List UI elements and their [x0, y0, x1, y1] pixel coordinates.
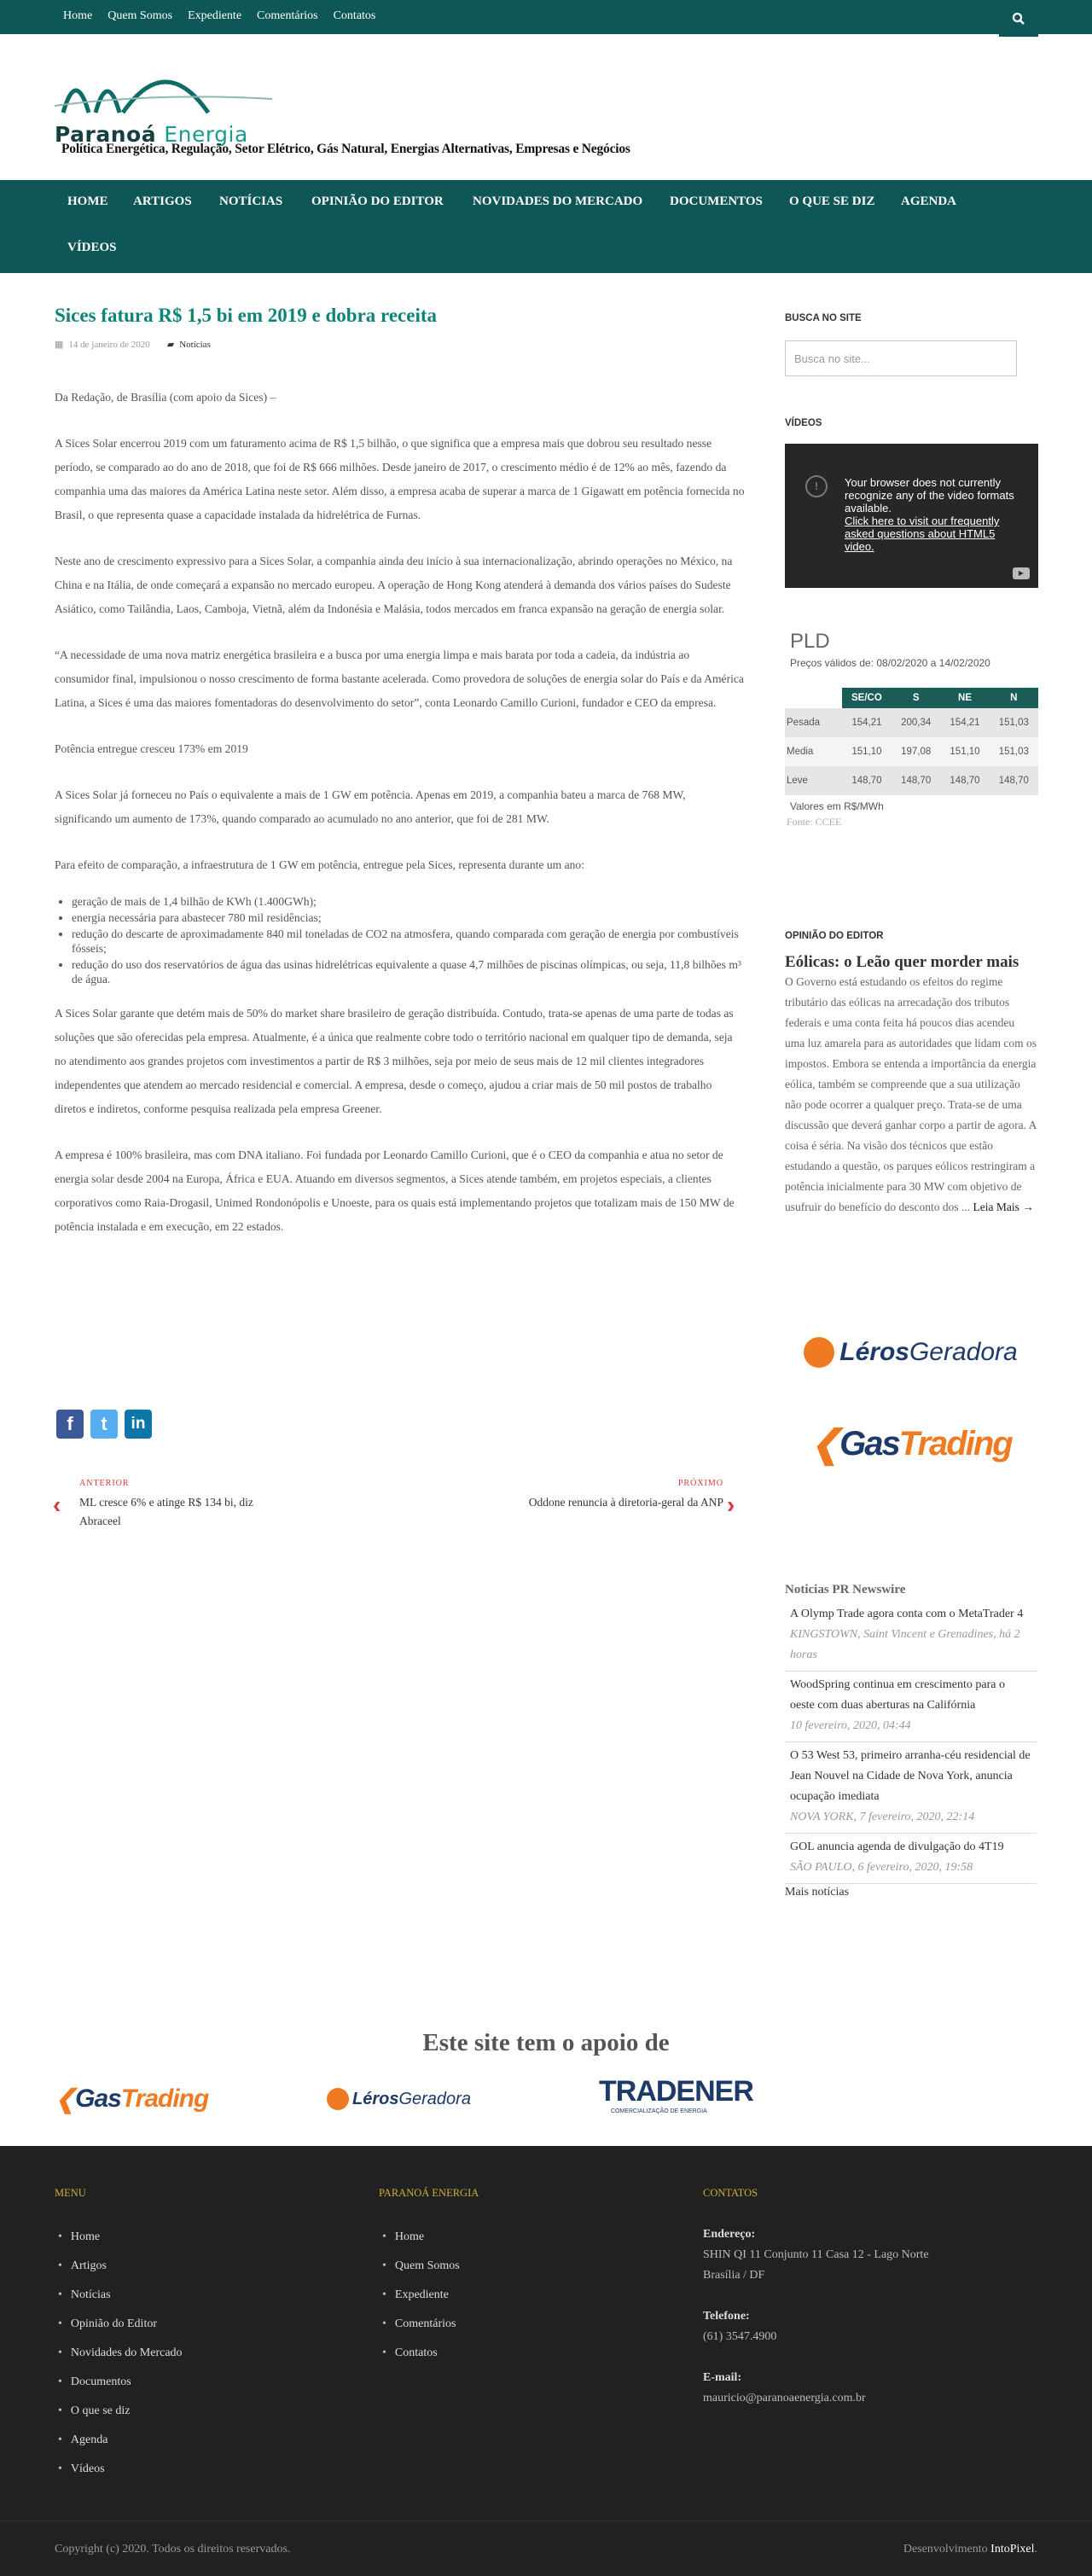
- developer-credit: [903, 2543, 1037, 2556]
- article-meta: [55, 338, 746, 352]
- sponsor-text: Trading: [120, 2085, 209, 2113]
- pld-validity: Preços válidos de: 08/02/2020 a 14/02/2020: [790, 657, 990, 669]
- leros-logo-icon: [804, 1337, 834, 1368]
- site-logo[interactable]: [55, 68, 276, 147]
- folder-icon: ▰: [166, 340, 175, 350]
- pld-cell: 197,08: [892, 737, 940, 766]
- news-title: O 53 West 53, primeiro arranha-céu residencial de Jean Nouvel na Cidade de Nova York, anuncia ocupação imediata: [790, 1749, 1031, 1803]
- next-title: Oddone renuncia à diretoria-geral da ANP: [528, 1496, 723, 1509]
- article-title: Sices fatura R$ 1,5 bi em 2019 e dobra receita: [55, 305, 437, 326]
- pld-cell: 148,70: [892, 766, 940, 795]
- footer-link[interactable]: • Notícias: [58, 2281, 183, 2310]
- footer-menu-list: [58, 2223, 183, 2484]
- top-link-comentarios[interactable]: Comentários: [257, 9, 318, 22]
- pld-cell: 154,21: [842, 708, 892, 737]
- bullet-item: • redução do uso dos reservatórios de água das usinas hidrelétricas equivalente a quase 4,7 milhões de piscinas olímpicas, ou seja, 11,8 bilhões m³ de água.: [72, 957, 746, 986]
- pld-row: [785, 766, 1038, 795]
- ad-text: Gas: [839, 1425, 899, 1462]
- pld-widget: [785, 630, 1037, 829]
- pld-cell: 151,03: [990, 737, 1038, 766]
- nav-agenda[interactable]: AGENDA: [901, 195, 957, 208]
- footer-link[interactable]: • Expediente: [382, 2281, 460, 2310]
- logo-arches-icon: [55, 68, 276, 116]
- news-date: 10 fevereiro, 2020, 04:44: [790, 1719, 911, 1732]
- top-link-quem-somos[interactable]: Quem Somos: [107, 9, 173, 22]
- calendar-icon: ▦: [55, 340, 64, 350]
- nav-o-que-se-diz[interactable]: O QUE SE DIZ: [789, 195, 875, 208]
- address-label: Endereço:: [703, 2228, 756, 2241]
- sponsor-leros[interactable]: [327, 2065, 497, 2133]
- article-paragraph: A Sices Solar já forneceu no País o equivalente a mais de 1 GW em potência. Apenas em 2019, a companhia bateu a marca de 768 MW, significando um aumento de 173%, quando comparado ao acumulado no ano anterior, que foi de 281 MW.: [55, 788, 686, 825]
- search-heading: BUSCA NO SITE: [785, 313, 862, 323]
- video-message: Your browser does not currently recognize any of the video formats available.: [845, 476, 1014, 515]
- news-title: WoodSpring continua em crescimento para o oeste com duas aberturas na Califórnia: [790, 1678, 1005, 1712]
- footer-link[interactable]: • Home: [382, 2223, 460, 2252]
- pld-cell: 148,70: [842, 766, 892, 795]
- top-link-home[interactable]: Home: [63, 9, 93, 22]
- pld-col: S: [892, 688, 940, 708]
- sidebar-search: [785, 313, 1037, 376]
- chevron-right-icon[interactable]: ›: [727, 1492, 735, 1518]
- article-paragraph: A Sices Solar garante que detém mais de 50% do market share brasileiro de geração distribuída. Contudo, trata-se apenas de uma parte de todas as soluções que são oferecidas pela empresa. Atualmente, é a única que realmente cobre todo o território nacional em qualquer tipo de demanda, seja no atendimento aos grandes projetos com investimentos a partir de R$ 3 milhões, seja por meio de seus mais de 12 mil clientes integradores independentes que atendem ao mercado residencial e comercial. A empresa, desde o começo, ajudou a criar mais de 50 mil postos de trabalho diretos e indiretos, conforme pesquisa realizada pela empresa Greener.: [55, 1007, 734, 1115]
- news-item[interactable]: [785, 1672, 1037, 1742]
- news-date: KINGSTOWN, Saint Vincent e Grenadines, há 2 horas: [790, 1628, 1020, 1661]
- next-label: PRÓXIMO: [677, 1479, 723, 1488]
- article-bullet-list: [55, 894, 746, 986]
- footer-menu-heading: MENU: [55, 2187, 86, 2199]
- pld-row-label: Media: [785, 737, 842, 766]
- ad-text: Geradora: [909, 1338, 1018, 1366]
- pld-row: [785, 708, 1038, 737]
- phone-label: Telefone:: [703, 2310, 750, 2323]
- share-buttons: [56, 1410, 152, 1439]
- nav-artigos[interactable]: ARTIGOS: [133, 195, 192, 208]
- leros-geradora-ad[interactable]: [785, 1314, 1037, 1391]
- footer-link[interactable]: • Novidades do Mercado: [58, 2339, 183, 2368]
- pld-row-label: Leve: [785, 766, 842, 795]
- prev-title: ML cresce 6% e atinge R$ 134 bi, diz Abraceel: [79, 1496, 253, 1527]
- footer-pe-heading: PARANOÁ ENERGIA: [379, 2187, 479, 2199]
- flame-icon: ❮: [55, 2085, 76, 2114]
- footer-link[interactable]: • Documentos: [58, 2368, 183, 2397]
- article-paragraph: A empresa é 100% brasileira, mas com DNA italiano. Foi fundada por Leonardo Camillo Curioni, que é o CEO da companhia e atua no setor de energia solar desde 2004 na Europa, África e EUA. Atuando em diversos segmentos, a Sices atende também, em projetos especiais, a clientes corporativos como Raia-Drogasil, Unimed Rondonópolis e Unoeste, para os quais está implementando projetos que totalizam mais de 150 MW de potência instalada e em execução, em 22 estados.: [55, 1148, 735, 1233]
- footer-pe-list: [382, 2223, 460, 2368]
- footer-link[interactable]: • Opinião do Editor: [58, 2310, 183, 2339]
- top-bar: [0, 0, 1092, 34]
- article-category-link[interactable]: Notícias: [179, 340, 211, 350]
- news-item[interactable]: [785, 1601, 1037, 1672]
- prev-label: ANTERIOR: [79, 1479, 130, 1488]
- gastrading-ad[interactable]: [785, 1404, 1037, 1485]
- news-date: SÃO PAULO, 6 fevereiro, 2020, 19:58: [790, 1861, 973, 1874]
- footer-link[interactable]: • Contatos: [382, 2339, 460, 2368]
- article-paragraph: A Sices Solar encerrou 2019 com um faturamento acima de R$ 1,5 bilhão, o que significa que a empresa mais que dobrou seu resultado nesse período, se comparado ao do ano de 2018, que foi de R$ 666 milhões. Desde janeiro de 2017, o crescimento médio é de 12% ao mês, fazendo da companhia uma das maiores da América Latina neste setor. Além disso, a empresa acaba de superar a marca de 1 Gigawatt em potência fornecida no Brasil, o que representa quase a capacidade instalada da hidrelétrica de Furnas.: [55, 437, 745, 521]
- sponsor-text: Léros: [352, 2089, 399, 2108]
- footer-link[interactable]: • Artigos: [58, 2252, 183, 2281]
- pld-title: PLD: [790, 630, 830, 653]
- logo-text-paranoa: Paranoá: [55, 122, 157, 147]
- ad-text: Trading: [898, 1425, 1012, 1462]
- opinion-title[interactable]: Eólicas: o Leão quer morder mais: [785, 953, 1019, 971]
- footer: [0, 2146, 1092, 2576]
- main-nav: [0, 180, 1092, 273]
- nav-documentos[interactable]: DOCUMENTOS: [670, 195, 763, 208]
- pld-row: [785, 737, 1038, 766]
- pld-cell: 200,34: [892, 708, 940, 737]
- video-faq-link[interactable]: Click here to visit our frequently asked questions about HTML5 video.: [845, 515, 1000, 553]
- pld-cell: 154,21: [940, 708, 989, 737]
- opinion-heading: OPINIÃO DO EDITOR: [785, 931, 884, 941]
- footer-link[interactable]: • Home: [58, 2223, 183, 2252]
- footer-contacts: [703, 2224, 929, 2409]
- prev-post-link[interactable]: [79, 1474, 284, 1531]
- next-post-link[interactable]: [478, 1474, 723, 1512]
- article-date: 14 de janeiro de 2020: [68, 340, 150, 350]
- top-links: [63, 9, 375, 23]
- linkedin-share-icon[interactable]: in: [125, 1410, 152, 1439]
- email-label: E-mail:: [703, 2371, 742, 2384]
- twitter-share-icon[interactable]: t: [90, 1410, 118, 1439]
- phone-value: (61) 3547.4900: [703, 2330, 777, 2343]
- bullet-item: • redução do descarte de aproximadamente 840 mil toneladas de CO2 na atmosfera, quando comparada com geração de energia por combustíveis fósseis;: [72, 927, 746, 956]
- youtube-icon: ▶: [1013, 567, 1030, 579]
- pld-cell: 148,70: [940, 766, 989, 795]
- sponsor-text: TRADENER: [599, 2075, 753, 2108]
- ad-text: Léros: [839, 1338, 909, 1366]
- footer-link[interactable]: • Quem Somos: [382, 2252, 460, 2281]
- news-item[interactable]: [785, 1834, 1037, 1884]
- nav-novidades[interactable]: NOVIDADES DO MERCADO: [473, 195, 643, 208]
- footer-link[interactable]: • Vídeos: [58, 2455, 183, 2484]
- sidebar-videos: [785, 418, 1037, 588]
- dev-link[interactable]: IntoPixel: [990, 2543, 1035, 2556]
- pld-col: N: [990, 688, 1038, 708]
- address-line: SHIN QI 11 Conjunto 11 Casa 12 - Lago Norte: [703, 2248, 929, 2261]
- top-link-expediente[interactable]: Expediente: [188, 9, 242, 22]
- article-paragraph: Da Redação, de Brasília (com apoio da Sices) –: [55, 391, 276, 404]
- pld-col: NE: [940, 688, 989, 708]
- news-title: GOL anuncia agenda de divulgação do 4T19: [790, 1840, 1004, 1853]
- footer-link[interactable]: • Comentários: [382, 2310, 460, 2339]
- site-tagline: Política Energética, Regulação, Setor Elétrico, Gás Natural, Energias Alternativas, Empresas e Negócios: [61, 142, 630, 156]
- bullet-item: • geração de mais de 1,4 bilhão de KWh (1.400GWh);: [72, 894, 746, 909]
- article-paragraph: “A necessidade de uma nova matriz energética brasileira e a busca por uma energia limpa e mais barata por toda a cadeia, da indústria ao consumidor final, impulsionou o nosso crescimento de forma bastante acelerada. Como provedora de soluções de energia solar do País e da América Latina, a Sices é uma das maiores fomentadoras do desenvolvimento do setor”, conta Leonardo Camillo Curioni, fundador e CEO da empresa.: [55, 648, 744, 709]
- nav-noticias[interactable]: NOTÍCIAS: [219, 195, 283, 208]
- news-date: NOVA YORK, 7 fevereiro, 2020, 22:14: [790, 1811, 975, 1823]
- logo-text-energia: Energia: [164, 122, 248, 147]
- read-more-link[interactable]: Leia Mais →: [973, 1201, 1034, 1213]
- sponsor-text: COMERCIALIZAÇÃO DE ENERGIA: [611, 2108, 707, 2114]
- news-title: A Olymp Trade agora conta com o MetaTrader 4: [790, 1608, 1024, 1620]
- address-line: Brasília / DF: [703, 2269, 765, 2282]
- news-list: [785, 1601, 1037, 1884]
- sponsor-tradener[interactable]: [599, 2075, 770, 2114]
- footer-link[interactable]: • O que se diz: [58, 2397, 183, 2426]
- top-link-contatos[interactable]: Contatos: [333, 9, 376, 22]
- flame-icon: ❮: [810, 1423, 840, 1465]
- sponsor-text: Gas: [75, 2085, 121, 2113]
- nav-home[interactable]: HOME: [67, 195, 108, 208]
- facebook-share-icon[interactable]: f: [56, 1410, 84, 1439]
- search-toggle-button[interactable]: [999, 0, 1038, 37]
- video-player[interactable]: [785, 444, 1038, 588]
- pld-source: Fonte: CCEE: [787, 816, 842, 828]
- pld-col: SE/CO: [842, 688, 892, 708]
- bullet-item: • energia necessária para abastecer 780 mil residências;: [72, 910, 746, 925]
- sponsor-gastrading[interactable]: [55, 2065, 225, 2133]
- warning-icon: !: [805, 475, 828, 497]
- sponsors-heading: Este site tem o apoio de: [422, 2029, 670, 2056]
- footer-link[interactable]: • Agenda: [58, 2426, 183, 2455]
- article-paragraph: Para efeito de comparação, a infraestrutura de 1 GW em potência, entregue pela Sices, representa durante um ano:: [55, 858, 585, 871]
- email-link[interactable]: mauricio@paranoaenergia.com.br: [703, 2392, 866, 2404]
- dev-label: Desenvolvimento: [903, 2543, 988, 2556]
- chevron-left-icon[interactable]: ‹: [53, 1492, 61, 1518]
- sidebar-opinion: [785, 931, 1037, 1218]
- pld-unit: Valores em R$/MWh: [790, 800, 884, 812]
- nav-videos[interactable]: VÍDEOS: [67, 241, 117, 254]
- search-input[interactable]: Busca no site...: [785, 340, 1017, 376]
- search-icon: [1012, 12, 1025, 26]
- opinion-excerpt: O Governo está estudando os efeitos do regime tributário das eólicas na arrecadação dos tributos federais e uma conta feita há poucos dias acendeu uma luz amarela para as autoridades que lidam com os impostos. Embora se entenda a importância da energia eólica, também se compreende que a sua utilização não pode ocorrer a qualquer preço. Trata-se de uma discussão que deverá ganhar corpo a partir de agora. A coisa é séria. Na visão dos técnicos que estão estudando a questão, os parques eólicos restringiram a potência inicialmente para 30 MW com objetivo de usufruir do benefício do desconto dos ...: [785, 975, 1037, 1213]
- pld-cell: 151,10: [842, 737, 892, 766]
- leros-logo-icon: [327, 2088, 349, 2110]
- more-news-link[interactable]: Mais notícias: [785, 1886, 850, 1899]
- news-item[interactable]: [785, 1742, 1037, 1834]
- sidebar-newswire: [785, 1583, 1037, 1899]
- dev-dot: .: [1034, 2543, 1037, 2556]
- pld-cell: 151,03: [990, 708, 1038, 737]
- pld-table: [785, 688, 1038, 795]
- pld-row-label: Pesada: [785, 708, 842, 737]
- newswire-heading: Noticias PR Newswire: [785, 1583, 906, 1596]
- article-paragraph: Neste ano de crescimento expressivo para a Sices Solar, a companhia ainda deu início à sua internacionalização, abrindo operações no México, na China e na Itália, de onde começará a expansão no mercado europeu. A operação de Hong Kong atenderá à demanda dos vários países do Sudeste Asiático, como Tailândia, Laos, Camboja, Vietnã, além da Indonésia e Malásia, todos mercados em franca expansão na geração de energia solar.: [55, 555, 733, 615]
- pld-cell: 148,70: [990, 766, 1038, 795]
- footer-contacts-heading: CONTATOS: [703, 2187, 758, 2199]
- article-subheading: Potência entregue cresceu 173% em 2019: [55, 742, 248, 755]
- sponsor-text: Geradora: [398, 2089, 471, 2108]
- article: [55, 300, 746, 1239]
- pld-cell: 151,10: [940, 737, 989, 766]
- nav-opiniao[interactable]: OPINIÃO DO EDITOR: [311, 195, 444, 208]
- copyright: Copyright (c) 2020. Todos os direitos reservados.: [55, 2543, 291, 2556]
- videos-heading: VÍDEOS: [785, 418, 822, 428]
